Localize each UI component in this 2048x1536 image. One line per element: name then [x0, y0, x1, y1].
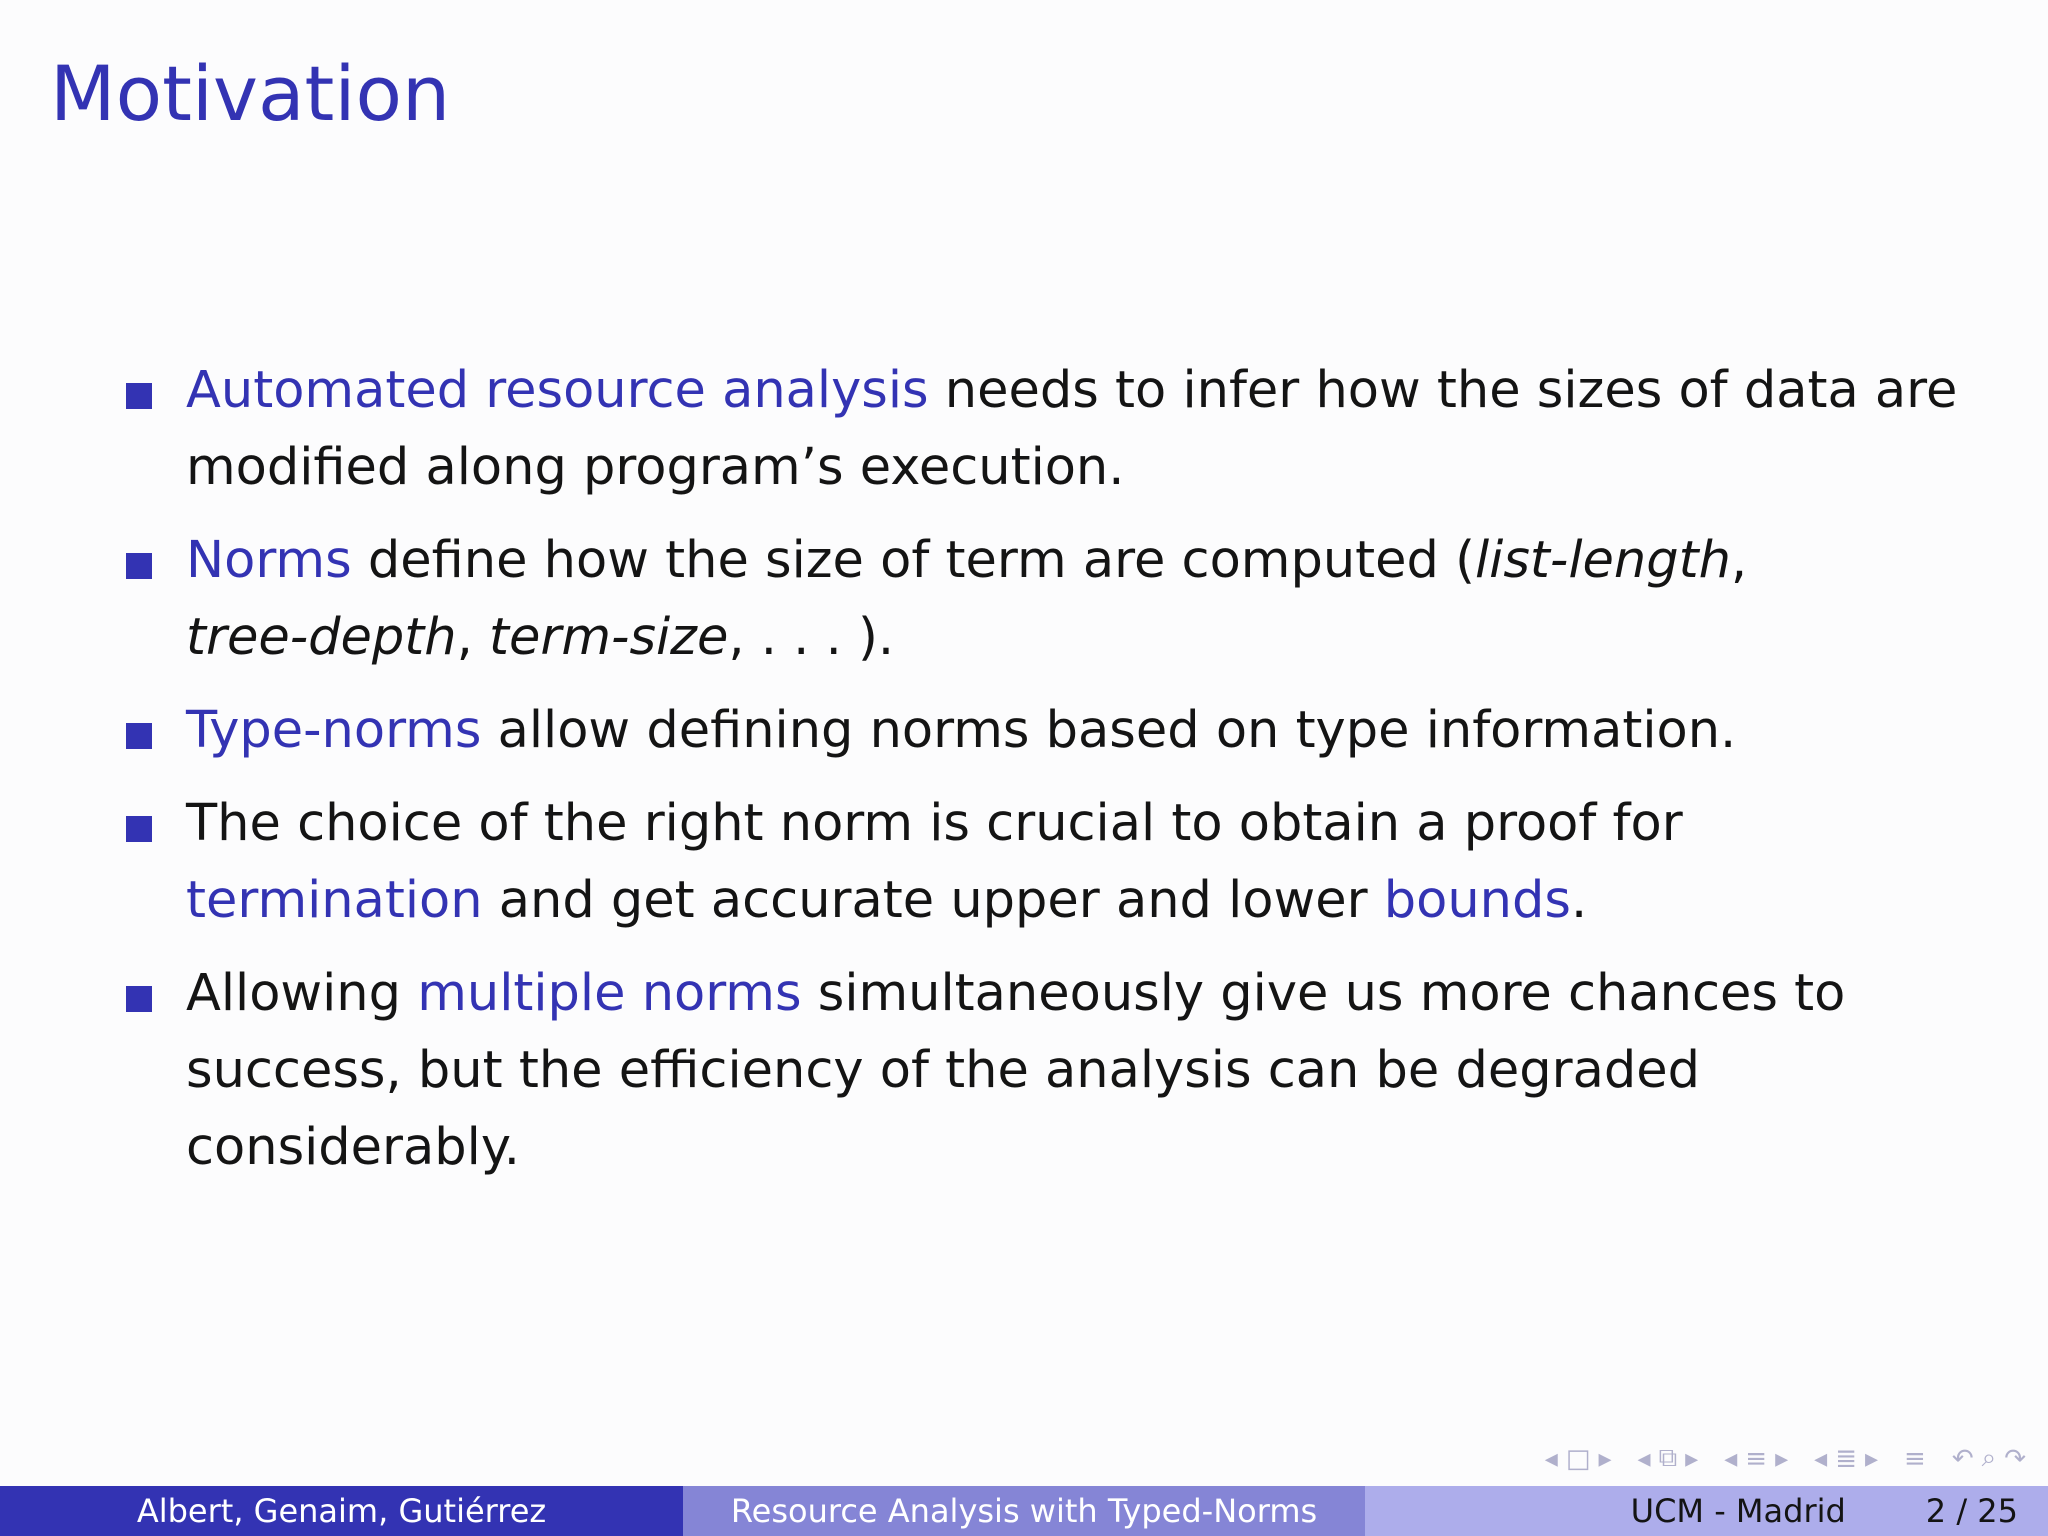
bullet-list	[0, 352, 2048, 1202]
square-bullet-icon	[126, 553, 152, 579]
slide-title: Motivation	[50, 49, 451, 138]
next-slide-icon[interactable]: ▸	[1598, 1443, 1612, 1474]
text-line	[186, 692, 2008, 769]
highlighted-term: Automated resource analysis	[186, 361, 929, 420]
search-icon[interactable]: ⌕	[1981, 1443, 1997, 1473]
text-run: .	[1570, 871, 1588, 930]
text-line: success, but the efficiency of the analysis can be degraded	[186, 1041, 1700, 1100]
highlighted-term: Type-norms	[186, 701, 482, 760]
highlighted-term: bounds	[1383, 871, 1571, 930]
text-run: , . . . ).	[728, 608, 895, 667]
text-run: Allowing	[186, 964, 418, 1023]
italic-term: list-length	[1475, 531, 1731, 590]
text-line	[186, 862, 2008, 939]
frame-nav	[1638, 1443, 1699, 1474]
text-line	[186, 522, 2008, 599]
text-run: simultaneously give us more chances to	[801, 964, 1846, 1023]
appendix-nav	[1904, 1444, 1926, 1474]
prev-slide-icon[interactable]: ◂	[1544, 1443, 1558, 1474]
text-line: modified along program’s execution.	[186, 438, 1125, 497]
frame-icon[interactable]: ⧉	[1658, 1443, 1678, 1473]
text-run: needs to infer how the sizes of data are	[928, 361, 1958, 420]
square-bullet-icon	[126, 383, 152, 409]
footer-talk-title: Resource Analysis with Typed-Norms	[683, 1486, 1365, 1536]
prev-frame-icon[interactable]: ◂	[1637, 1443, 1651, 1474]
slide-nav	[1545, 1444, 1612, 1474]
italic-term: tree-depth	[186, 608, 457, 667]
prev-section-icon[interactable]: ◂	[1814, 1443, 1828, 1474]
square-bullet-icon	[126, 723, 152, 749]
history-nav	[1952, 1443, 2026, 1474]
navigation-symbols	[1545, 1443, 2026, 1474]
list-item	[0, 785, 2048, 939]
prev-subsection-icon[interactable]: ◂	[1724, 1443, 1738, 1474]
text-run: ,	[456, 608, 490, 667]
footer-right	[1365, 1486, 2048, 1536]
text-run: and get accurate upper and lower	[482, 871, 1384, 930]
footer-authors: Albert, Genaim, Gutiérrez	[0, 1486, 683, 1536]
list-item	[0, 352, 2048, 506]
forward-icon[interactable]: ↷	[2004, 1443, 2026, 1474]
text-run: allow defining norms based on type information.	[481, 701, 1737, 760]
text-line: considerably.	[186, 1118, 520, 1177]
list-item	[0, 692, 2048, 769]
next-frame-icon[interactable]: ▸	[1685, 1443, 1699, 1474]
section-nav	[1814, 1444, 1878, 1474]
list-item	[0, 522, 2048, 676]
appendix-icon[interactable]: ≡	[1904, 1443, 1926, 1474]
text-line: The choice of the right norm is crucial to obtain a proof for	[186, 794, 1683, 853]
highlighted-term: termination	[186, 871, 483, 930]
back-icon[interactable]: ↶	[1951, 1443, 1974, 1474]
square-bullet-icon	[126, 986, 152, 1012]
footer-institute: UCM - Madrid	[1630, 1492, 1846, 1530]
text-run: ,	[1730, 531, 1748, 590]
next-section-icon[interactable]: ▸	[1864, 1443, 1879, 1474]
text-run: define how the size of term are computed (	[351, 531, 1476, 590]
square-bullet-icon	[126, 816, 152, 842]
text-line	[186, 352, 2008, 429]
list-item	[0, 955, 2048, 1186]
text-line	[186, 599, 2008, 676]
subsection-nav	[1724, 1444, 1788, 1474]
highlighted-term: Norms	[186, 531, 352, 590]
slide-icon[interactable]: □	[1565, 1443, 1591, 1474]
section-icon[interactable]: ≣	[1835, 1443, 1857, 1474]
highlighted-term: multiple norms	[417, 964, 802, 1023]
subsection-icon[interactable]: ≡	[1745, 1443, 1768, 1474]
text-line	[186, 955, 2008, 1032]
next-subsection-icon[interactable]: ▸	[1775, 1443, 1789, 1474]
italic-term: term-size	[489, 608, 729, 667]
footline	[0, 1486, 2048, 1536]
page-number: 2 / 25	[1925, 1492, 2018, 1530]
